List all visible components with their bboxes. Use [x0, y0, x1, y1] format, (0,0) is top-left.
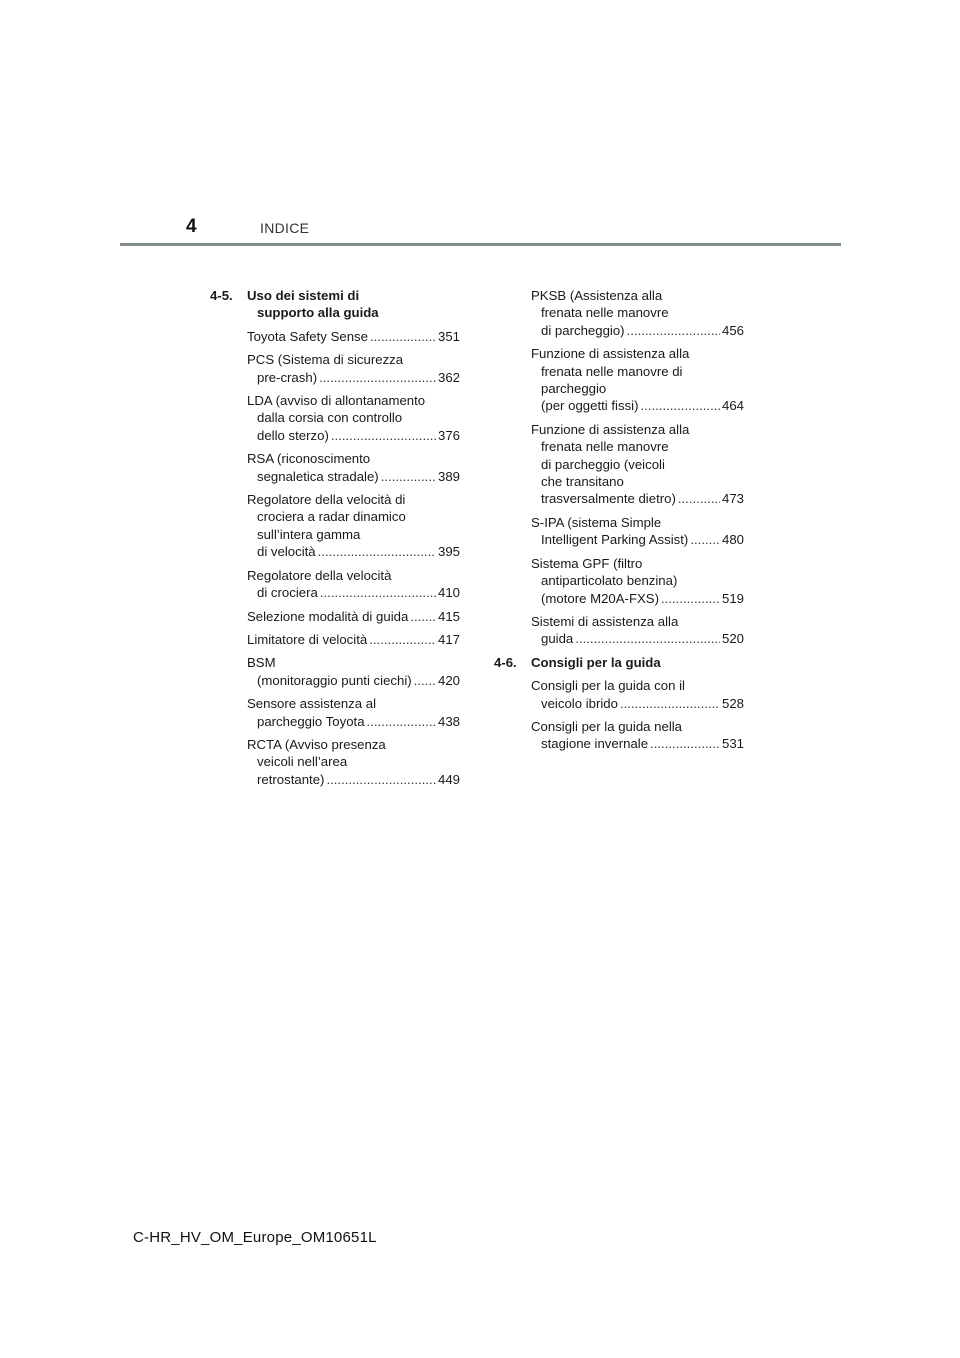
toc-page-number: 410	[437, 585, 460, 601]
toc-entry-text: guida	[541, 631, 574, 647]
toc-entry-line: Sistema GPF (filtro	[531, 555, 643, 571]
toc-entry-line	[247, 771, 460, 788]
toc-entry-line: Sensore assistenza al	[247, 696, 377, 712]
toc-entry[interactable]	[210, 736, 460, 788]
toc-entry-line: veicoli nell’area	[257, 754, 348, 770]
dot-leader	[678, 490, 720, 507]
toc-section-heading	[494, 654, 744, 671]
dot-leader	[414, 672, 436, 689]
toc-entry[interactable]	[210, 695, 460, 730]
toc-entry-line: Regolatore della velocità di	[247, 492, 406, 508]
toc-entry-text: pre-crash)	[257, 369, 318, 385]
toc-page-number: 528	[721, 695, 744, 711]
toc-entry[interactable]	[210, 608, 460, 625]
toc-section-heading	[210, 287, 460, 322]
dot-leader	[650, 735, 720, 752]
toc-entry-line	[531, 490, 744, 507]
toc-entry[interactable]	[210, 351, 460, 386]
toc-page-number: 531	[721, 736, 744, 752]
header-divider	[120, 243, 841, 246]
toc-entry-line	[247, 608, 460, 625]
toc-entry[interactable]	[494, 677, 744, 712]
toc-entry-line: frenata nelle manovre	[541, 439, 669, 455]
dot-leader	[575, 630, 720, 647]
toc-page-number: 464	[721, 398, 744, 414]
toc-entry-line: Funzione di assistenza alla	[531, 346, 690, 362]
dot-leader	[319, 369, 436, 386]
toc-entry-text: veicolo ibrido	[541, 695, 618, 711]
dot-leader	[627, 322, 720, 339]
toc-entry-line: Sistemi di assistenza alla	[531, 613, 679, 629]
dot-leader	[410, 608, 436, 625]
dot-leader	[661, 590, 720, 607]
toc-entry[interactable]	[494, 345, 744, 415]
toc-entry[interactable]	[210, 491, 460, 561]
toc-entry-text: Limitatore di velocità	[247, 631, 368, 647]
toc-page-number: 456	[721, 322, 744, 338]
toc-entry-line: di parcheggio (veicoli	[541, 456, 665, 472]
toc-page-number: 395	[437, 544, 460, 560]
toc-entry-line	[531, 735, 744, 752]
toc-entry[interactable]	[210, 328, 460, 345]
toc-entry-text: (motore M20A-FXS)	[541, 590, 659, 606]
toc-entries-right-top	[494, 287, 744, 648]
toc-entry-line	[247, 369, 460, 386]
toc-entry-line: Funzione di assistenza alla	[531, 421, 690, 437]
toc-entry-line: crociera a radar dinamico	[257, 509, 406, 525]
toc-page-number: 519	[721, 590, 744, 606]
toc-entry-line	[247, 427, 460, 444]
toc-entry-line: RCTA (Avviso presenza	[247, 736, 386, 752]
toc-entry-line: PCS (Sistema di sicurezza	[247, 352, 404, 368]
dot-leader	[620, 695, 720, 712]
toc-right-column	[494, 287, 744, 759]
section-number: 4-5.	[210, 288, 233, 303]
toc-entry-text: Selezione modalità di guida	[247, 608, 409, 624]
toc-page-number: 420	[437, 672, 460, 688]
toc-entry-line: frenata nelle manovre	[541, 305, 669, 321]
toc-page-number: 473	[721, 491, 744, 507]
toc-entry[interactable]	[210, 392, 460, 444]
toc-entry-text: (per oggetti fissi)	[541, 398, 639, 414]
toc-entry-line: sull’intera gamma	[257, 526, 361, 542]
toc-entry-text: trasversalmente dietro)	[541, 491, 676, 507]
page-header-title: INDICE	[260, 220, 310, 236]
toc-page-number: 362	[437, 369, 460, 385]
dot-leader	[369, 631, 436, 648]
toc-entry-line: BSM	[247, 655, 276, 671]
toc-entry-line	[247, 672, 460, 689]
toc-entry-line: che transitano	[541, 474, 624, 490]
toc-entry-line: frenata nelle manovre di	[541, 363, 683, 379]
dot-leader	[690, 531, 720, 548]
toc-entry-line: Consigli per la guida nella	[531, 718, 683, 734]
dot-leader	[370, 328, 436, 345]
toc-entry-text: retrostante)	[257, 771, 325, 787]
toc-entry-text: Intelligent Parking Assist)	[541, 532, 689, 548]
dot-leader	[318, 543, 436, 560]
toc-entry-line: Consigli per la guida con il	[531, 678, 685, 694]
toc-entry-line	[247, 328, 460, 345]
toc-entry[interactable]	[210, 631, 460, 648]
toc-entry-text: di parcheggio)	[541, 322, 625, 338]
toc-entry-line	[531, 590, 744, 607]
toc-entry-text: di crociera	[257, 585, 318, 601]
toc-entry-line	[247, 543, 460, 560]
dot-leader	[326, 771, 436, 788]
toc-entry-line: parcheggio	[541, 381, 607, 397]
toc-entries-left	[210, 328, 460, 788]
toc-entry-text: stagione invernale	[541, 736, 649, 752]
toc-page-number: 480	[721, 532, 744, 548]
toc-left-column	[210, 287, 460, 794]
toc-entry-line	[247, 468, 460, 485]
toc-entry-text: di velocità	[257, 544, 316, 560]
toc-entry-line: antiparticolato benzina)	[541, 573, 678, 589]
toc-entry-line: RSA (riconoscimento	[247, 451, 371, 467]
toc-entry-text: segnaletica stradale)	[257, 468, 379, 484]
dot-leader	[320, 584, 436, 601]
toc-entry-line	[531, 695, 744, 712]
toc-entry-line: dalla corsia con controllo	[257, 410, 403, 426]
toc-entries-right-bottom	[494, 677, 744, 753]
toc-entry[interactable]	[494, 287, 744, 339]
toc-entry-line: Regolatore della velocità	[247, 567, 392, 583]
dot-leader	[331, 427, 436, 444]
toc-entry[interactable]	[494, 555, 744, 607]
toc-entry[interactable]	[210, 567, 460, 602]
toc-page-number: 417	[437, 631, 460, 647]
toc-entry[interactable]	[494, 718, 744, 753]
toc-page-number: 415	[437, 608, 460, 624]
toc-entry-line: S-IPA (sistema Simple	[531, 514, 662, 530]
toc-page-number: 449	[437, 771, 460, 787]
toc-page-number: 520	[721, 631, 744, 647]
toc-entry[interactable]	[494, 514, 744, 549]
toc-page-number: 438	[437, 713, 460, 729]
toc-entry-line: LDA (avviso di allontanamento	[247, 393, 426, 409]
toc-entry-line	[531, 630, 744, 647]
toc-page-number: 389	[437, 468, 460, 484]
toc-entry[interactable]	[494, 613, 744, 648]
toc-entry-line	[531, 397, 744, 414]
section-title-line: Uso dei sistemi di	[247, 288, 360, 303]
page-number: 4	[186, 216, 197, 237]
footer-document-code: C-HR_HV_OM_Europe_OM10651L	[133, 1229, 377, 1246]
toc-entry-line	[247, 713, 460, 730]
toc-entry-text: (monitoraggio punti ciechi)	[257, 672, 412, 688]
toc-entry-line: PKSB (Assistenza alla	[531, 288, 663, 303]
toc-entry-line	[247, 584, 460, 601]
toc-entry-text: Toyota Safety Sense	[247, 328, 368, 344]
toc-entry-line	[531, 531, 744, 548]
toc-entry-line	[247, 631, 460, 648]
dot-leader	[367, 713, 436, 730]
toc-entry-line	[531, 322, 744, 339]
section-number: 4-6.	[494, 654, 517, 670]
section-title-line: Consigli per la guida	[531, 654, 661, 670]
section-title-line: supporto alla guida	[257, 305, 379, 321]
toc-entry[interactable]	[494, 421, 744, 508]
dot-leader	[381, 468, 436, 485]
toc-page-number: 351	[437, 328, 460, 344]
toc-entry-text: dello sterzo)	[257, 427, 329, 443]
toc-entry-text: parcheggio Toyota	[257, 713, 365, 729]
toc-entry[interactable]	[210, 654, 460, 689]
toc-page-number: 376	[437, 427, 460, 443]
dot-leader	[640, 397, 720, 414]
toc-entry[interactable]	[210, 450, 460, 485]
